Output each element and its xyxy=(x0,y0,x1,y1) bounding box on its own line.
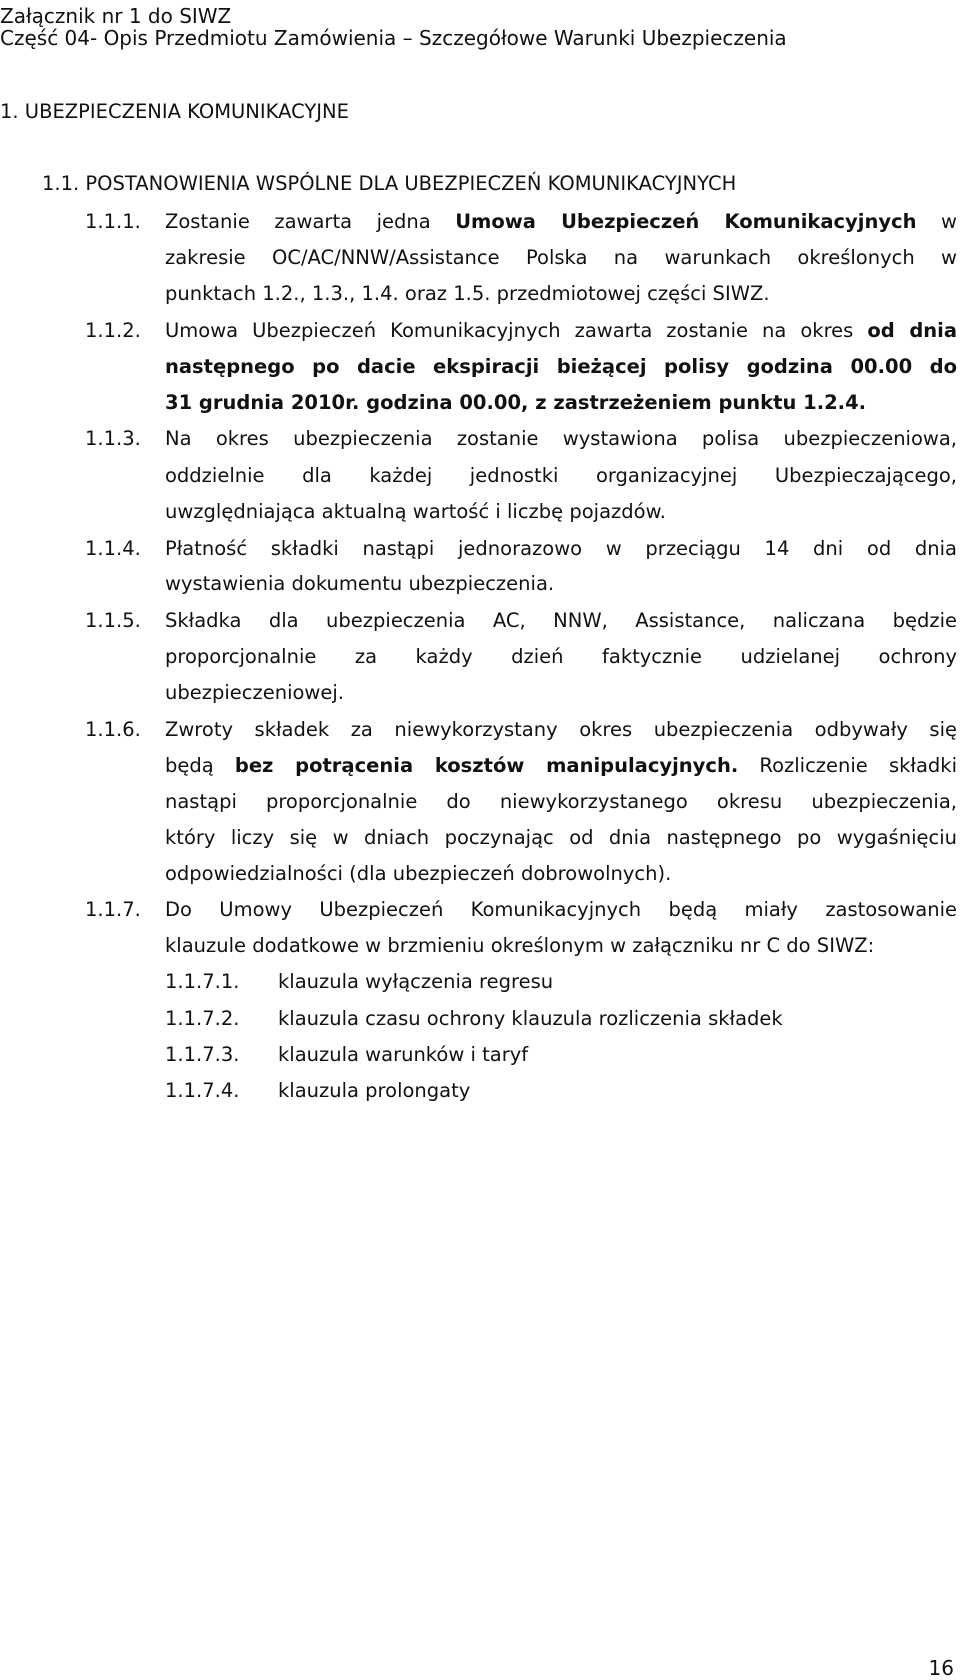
paragraph-number: 1.1.4. xyxy=(85,537,141,560)
clause-text: klauzula prolongaty xyxy=(278,1079,471,1102)
paragraph-2-line-3: 31 grudnia 2010r. godzina 00.00, z zastrzeżeniem punktu 1.2.4. xyxy=(165,391,867,414)
subsection-heading: 1.1. POSTANOWIENIA WSPÓLNE DLA UBEZPIECZEŃ KOMUNIKACYJNYCH xyxy=(42,172,737,195)
paragraph-1-line-2: zakresie OC/AC/NNW/Assistance Polska na warunkach określonych w xyxy=(165,246,957,269)
clause-text: klauzula wyłączenia regresu xyxy=(278,970,554,993)
paragraph-4-line-1: Płatność składki nastąpi jednorazowo w przeciągu 14 dni od dnia xyxy=(165,537,957,560)
paragraph-3-line-2: oddzielnie dla każdej jednostki organizacyjnej Ubezpieczającego, xyxy=(165,464,957,487)
paragraph-7-line-1: Do Umowy Ubezpieczeń Komunikacyjnych będą miały zastosowanie xyxy=(165,898,957,921)
paragraph-5-line-3: ubezpieczeniowej. xyxy=(165,681,344,704)
paragraph-6-line-4: który liczy się w dniach poczynając od dnia następnego po wygaśnięciu xyxy=(165,826,957,849)
paragraph-6-line-3: nastąpi proporcjonalnie do niewykorzystanego okresu ubezpieczenia, xyxy=(165,790,957,813)
clause-number: 1.1.7.4. xyxy=(165,1079,240,1102)
paragraph-6-line-1: Zwroty składek za niewykorzystany okres ubezpieczenia odbywały się xyxy=(165,718,957,741)
paragraph-number: 1.1.5. xyxy=(85,609,141,632)
paragraph-1-line-3: punktach 1.2., 1.3., 1.4. oraz 1.5. przedmiotowej części SIWZ. xyxy=(165,282,770,305)
paragraph-1-line-1: Zostanie zawarta jedna Umowa Ubezpieczeń Komunikacyjnych w xyxy=(165,210,957,233)
clause-number: 1.1.7.2. xyxy=(165,1007,240,1030)
document-part-title: Część 04- Opis Przedmiotu Zamówienia – Szczegółowe Warunki Ubezpieczenia xyxy=(0,26,787,50)
paragraph-2-line-1: Umowa Ubezpieczeń Komunikacyjnych zawarta zostanie na okres od dnia xyxy=(165,319,958,342)
paragraph-number: 1.1.7. xyxy=(85,898,141,921)
paragraph-4-line-2: wystawienia dokumentu ubezpieczenia. xyxy=(165,572,555,595)
paragraph-number: 1.1.3. xyxy=(85,427,141,450)
paragraph-3-line-3: uwzględniająca aktualną wartość i liczbę pojazdów. xyxy=(165,500,666,523)
paragraph-6-line-5: odpowiedzialności (dla ubezpieczeń dobrowolnych). xyxy=(165,862,672,885)
clause-text: klauzula warunków i taryf xyxy=(278,1043,529,1066)
page-number: 16 xyxy=(928,1656,954,1680)
paragraph-5-line-1: Składka dla ubezpieczenia AC, NNW, Assistance, naliczana będzie xyxy=(165,609,957,632)
paragraph-5-line-2: proporcjonalnie za każdy dzień faktycznie udzielanej ochrony xyxy=(165,645,957,668)
attachment-title: Załącznik nr 1 do SIWZ xyxy=(0,4,232,28)
clause-text: klauzula czasu ochrony klauzula rozliczenia składek xyxy=(278,1007,783,1030)
section-heading: 1. UBEZPIECZENIA KOMUNIKACYJNE xyxy=(0,100,349,123)
paragraph-number: 1.1.1. xyxy=(85,210,141,233)
paragraph-6-line-2: będą bez potrącenia kosztów manipulacyjnych. Rozliczenie składki xyxy=(165,754,957,777)
paragraph-2-line-2: następnego po dacie ekspiracji bieżącej polisy godzina 00.00 do xyxy=(165,355,957,378)
clause-number: 1.1.7.1. xyxy=(165,970,240,993)
paragraph-7-line-2: klauzule dodatkowe w brzmieniu określonym w załączniku nr C do SIWZ: xyxy=(165,934,875,957)
paragraph-number: 1.1.2. xyxy=(85,319,141,342)
clause-number: 1.1.7.3. xyxy=(165,1043,240,1066)
paragraph-3-line-1: Na okres ubezpieczenia zostanie wystawiona polisa ubezpieczeniowa, xyxy=(165,427,957,450)
paragraph-number: 1.1.6. xyxy=(85,718,141,741)
